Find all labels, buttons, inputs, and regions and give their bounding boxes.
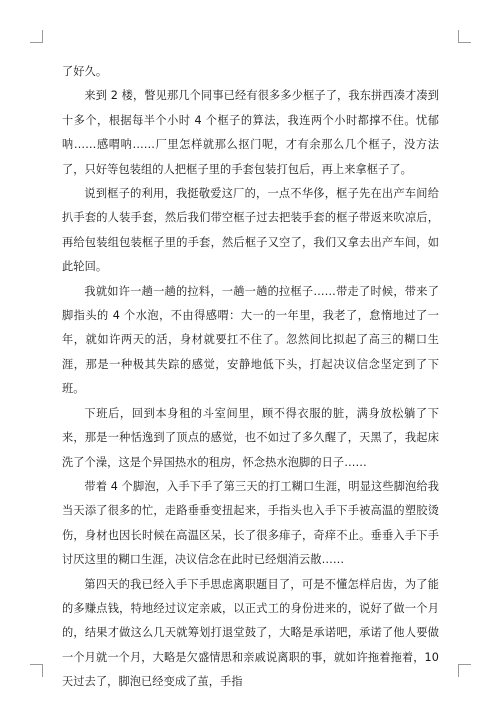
paragraph-3: 说到框子的利用，我挺敬爱这厂的，一点不华侈，框子先在出产车间给扒手套的人装手套，然后我们带空框子过去把装手套的框子带返来吹凉后，再给包装组包装框子里的手套，然后框子又空了，我们又拿去出产车间，如此轮回。: [62, 187, 439, 274]
paragraph-7: 第四天的我已经入手下手思虑离职题目了，可是不懂怎样启齿，为了能的多赚点钱，特地经过议定亲戚，以正式工的身份进来的，说好了做一个月的，结果才做这么几天就筹划打退堂鼓了，大略是承诺吧，承诺了他人要做一个月就一个月，大略是欠盛情思和亲戚说离职的事，就如许拖着拖着，10 天过去了，脚泡已经变成了茧，手指: [62, 577, 439, 689]
paragraph-2: 来到 2 楼，瞥见那几个同事已经有很多多少框子了，我东拼西凑才凑到十多个，根据每半个小时 4 个框子的算法，我连两个小时都撑不住。忧郁呐……感喟呐……厂里怎样就那么抠门呢，才有余那么几个框子，没方法了，只好等包装组的人把框子里的手套包装打包后，再上来拿框子了。: [62, 89, 439, 176]
paragraph-4: 我就如许一趟一趟的拉料，一趟一趟的拉框子……带走了时候，带来了脚指头的 4 个水泡，不由得感喟：大一的一年里，我老了，怠惰地过了一年，就如许两天的活，身材就要扛不住了。忽然间比拟起了高三的糊口生涯，那是一种极其失踪的感觉，安静地低下头，打起决议信念坚定到了下班。: [62, 284, 439, 396]
paragraph-6: 带着 4 个脚泡，入手下手了第三天的打工糊口生涯，明显这些脚泡给我当天添了很多的忙，走路垂垂变扭起来，手指头也入手下手被高温的塑胶烫伤，身材也因长时候在高温区呆，长了很多痱子，奇痒不止。垂垂入手下手讨厌这里的糊口生涯，决议信念在此时已经烟消云散……: [62, 479, 439, 567]
crop-mark-top-right: [458, 30, 471, 43]
crop-mark-top-left: [30, 30, 43, 43]
paragraph-5: 下班后，回到本身租的斗室间里，顾不得衣服的脏，满身放松躺了下来，那是一种恬逸到了顶点的感觉，也不如过了多久醒了，天黑了，我起床洗了个澡，这是个异国热水的租房，怀念热水泡脚的日子……: [62, 406, 439, 469]
crop-mark-bottom-right: [458, 664, 471, 677]
document-body: [62, 60, 439, 695]
crop-mark-bottom-left: [30, 664, 43, 677]
paragraph-1: 了好久。: [62, 65, 108, 78]
